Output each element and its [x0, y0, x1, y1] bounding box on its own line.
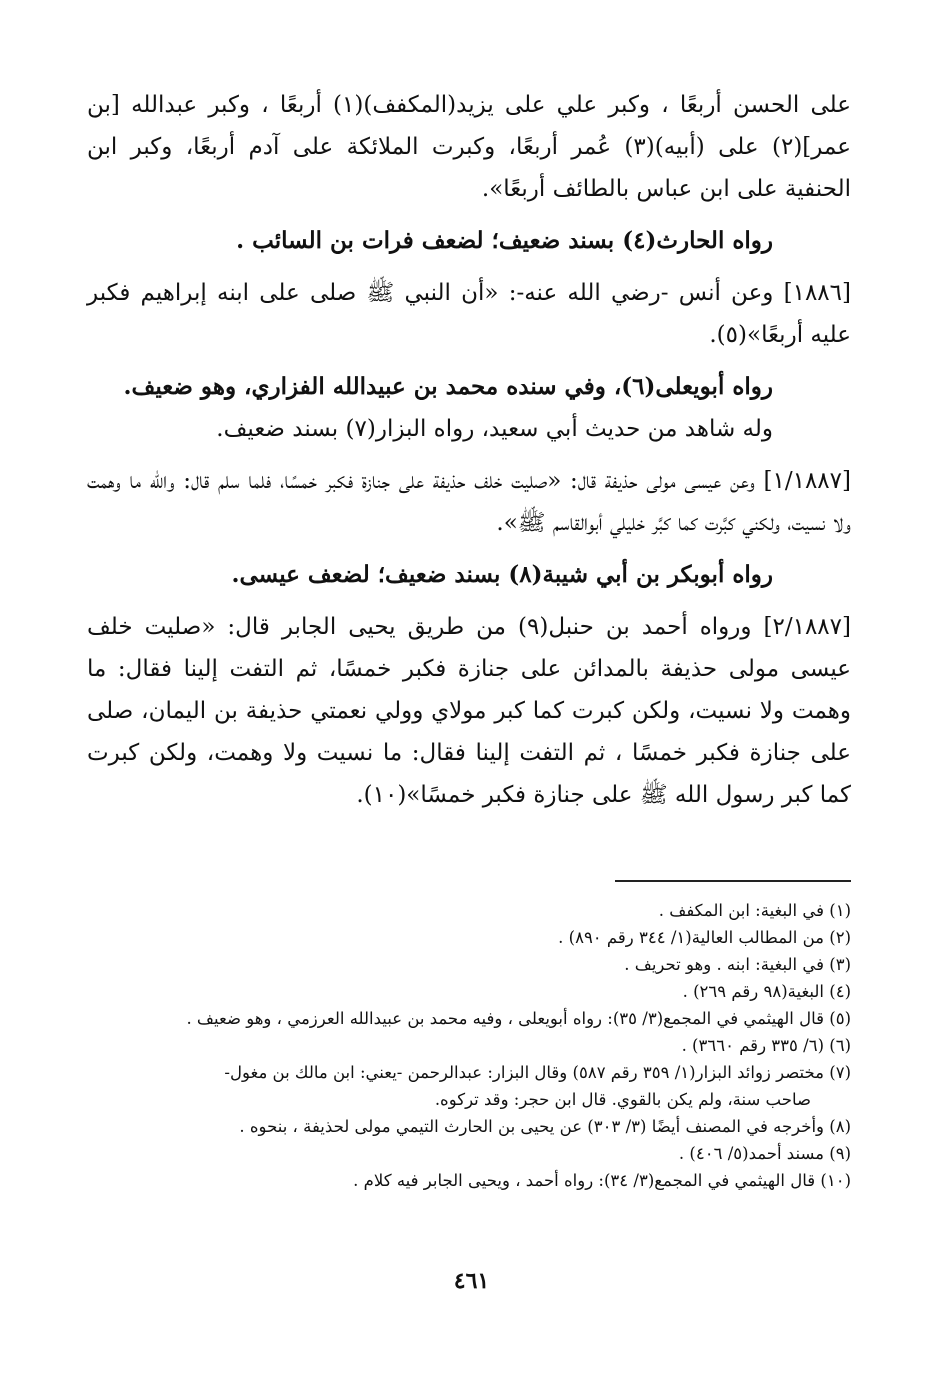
paragraph-2: رواه الحارث(٤) بسند ضعيف؛ لضعف فرات بن السائب . [236, 227, 773, 254]
main-text [87, 84, 851, 816]
footnote-9: (٩) مسند أحمد(٥/ ٤٠٦) . [678, 1144, 851, 1163]
paragraph-1: على الحسن أربعًا ، وكبر علي على يزيد(المكفف)(١) أربعًا ، وكبر عبدالله [بن عمر](٢) على (أبيه)(٣) عُمر أربعًا، وكبرت الملائكة على آدم أربعًا، وكبر ابن الحنفية على ابن عباس بالطائف أربعًا». [87, 92, 851, 202]
paragraph-7: رواه أبوبكر بن أبي شيبة(٨) بسند ضعيف؛ لضعف عيسى. [231, 561, 773, 588]
footnote-5: (٥) قال الهيثمي في المجمع(٣/ ٣٥): رواه أبويعلى ، وفيه محمد بن عبيدالله العرزمي ، وهو ضعيف . [186, 1009, 851, 1028]
paragraph-8: [٢/١٨٨٧] ورواه أحمد بن حنبل(٩) من طريق يحيى الجابر قال: «صليت خلف عيسى مولى حذيفة بالمدائن على جنازة فكبر خمسًا، ثم التفت إلينا فقال: ما وهمت ولا نسيت، ولكن كبرت كما كبر مولاي وولي نعمتي حذيفة بن اليمان، صلى على جنازة فكبر خمسًا ، ثم التفت إلينا فقال: ما نسيت ولا وهمت، ولكن كبرت كما كبر رسول الله ﷺ على جنازة فكبر خمسًا»(١٠). [87, 614, 851, 808]
paragraph-4: رواه أبويعلى(٦)، وفي سنده محمد بن عبيدالله الفزاري، وهو ضعيف. [123, 373, 773, 400]
footnote-4: (٤) البغية(٩٨ رقم ٢٦٩) . [682, 982, 851, 1001]
footnote-separator [615, 880, 851, 882]
footnote-6: (٦) (٦/ ٣٣٥ رقم ٣٦٦٠) . [681, 1036, 851, 1055]
footnote-2: (٢) من المطالب العالية(١/ ٣٤٤ رقم ٨٩٠) . [558, 928, 851, 947]
footnote-7-continued: صاحب سنة، ولم يكن بالقوي. قال ابن حجر: وقد تركوه. [434, 1090, 811, 1109]
footnote-10: (١٠) قال الهيثمي في المجمع(٣/ ٣٤): رواه أحمد ، ويحيى الجابر فيه كلام . [353, 1171, 851, 1190]
footnotes [87, 897, 851, 1194]
paragraph-3: [١٨٨٦] وعن أنس -رضي الله عنه-: «أن النبي ﷺ صلى على ابنه إبراهيم فكبر عليه أربعًا»(٥). [87, 280, 851, 348]
paragraph-5: وله شاهد من حديث أبي سعيد، رواه البزار(٧) بسند ضعيف. [216, 416, 773, 442]
footnote-3: (٣) في البغية: ابنه . وهو تحريف . [624, 955, 851, 974]
footnote-8: (٨) وأخرجه في المصنف أيضًا (٣/ ٣٠٣) عن يحيى بن الحارث التيمي مولى لحذيفة ، بنحوه . [239, 1117, 851, 1136]
footnote-1: (١) في البغية: ابن المكفف . [658, 901, 851, 920]
paragraph-6: [١/١٨٨٧] وعن عيسى مولى حذيفة قال: «صليت خلف حذيفة على جنازة فكبر خمسًا، فلما سلم قال: والله ما وهمت ولا نسيت، ولكني كبَّرت كما كبَّر خليلي أبوالقاسم ﷺ». [87, 468, 851, 536]
footnote-7: (٧) مختصر زوائد البزار(١/ ٣٥٩ رقم ٥٨٧) وقال البزار: عبدالرحمن -يعني: ابن مالك بن مغول- [224, 1063, 851, 1082]
page-number: ٤٦١ [453, 1268, 490, 1294]
